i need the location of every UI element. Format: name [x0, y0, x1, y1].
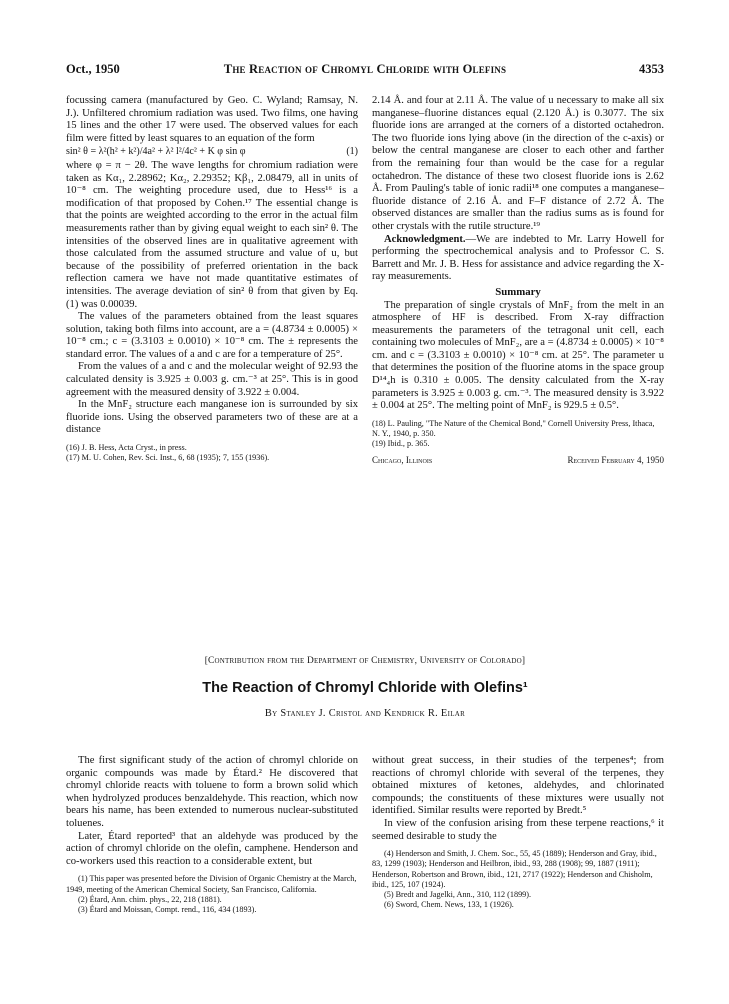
paragraph: where φ = π − 2θ. The wave lengths for chromium radiation were taken as Kα₁, 2.28962; Kα₂, 2.29352; Kβ₁, 2.08479, all in units of 10⁻⁸ cm. The weighting procedure used, due to Hess¹⁶ is a modification of that proposed by Cohen.¹⁷ The essential change is that the points are weighted according to the error in the actual film measurements rather than by giving equal weight to each sin² θ. The intensities of the observed lines are in qualitative agreement with those calculated from the assumed structure and value of u, but because of the possibility of preferred orientation in the back reflection camera we have not made quantitative estimates of intensities. The average deviation of sin² θ from that given by Eq. (1) was 0.00039. — [66, 159, 358, 310]
acknowledgment-text: —We are indebted to Mr. Larry Howell for performing the spectrochemical analysis and to Professor C. S. Barrett and Mr. J. B. Hess for assistance and advice regarding the X-ray measurements. — [372, 233, 664, 283]
footnotes — [372, 849, 664, 910]
received-date: Received February 4, 1950 — [567, 455, 664, 466]
signature-line — [372, 454, 664, 466]
footnotes — [66, 443, 358, 463]
paragraph: The first significant study of the action of chromyl chloride on organic compounds was made by Étard.² He discovered that chromyl chloride reacts with toluene to form a brown solid which when hydrolyzed produces benzaldehyde. This reaction, which now bears his name, has been extended to numerous nuclear-substituted toluenes. — [66, 755, 358, 829]
acknowledgment-label: Acknowledgment. — [384, 233, 466, 245]
footnote: (1) This paper was presented before the Division of Organic Chemistry at the March, 1949, meeting of the American Chemical Society, San Francisco, California. — [66, 874, 357, 894]
footnotes — [66, 874, 358, 915]
acknowledgment — [372, 234, 664, 284]
article-title: The Reaction of Chromyl Chloride with Olefins¹ — [202, 680, 528, 696]
previous-article-left-column — [66, 95, 358, 463]
previous-article-right-column — [372, 95, 664, 466]
footnote: (17) M. U. Cohen, Rev. Sci. Inst., 6, 68 (1935); 7, 155 (1936). — [66, 453, 270, 463]
summary-heading: Summary — [495, 285, 541, 298]
article-left-column — [66, 755, 358, 915]
paragraph: The values of the parameters obtained from the least squares solution, taking both films into account, are a = (4.8734 ± 0.0005) × 10⁻⁸ cm.; c = (3.3103 ± 0.0010) × 10⁻⁸ cm. The ± represents the standard error. The values of a and c are for a temperature of 25°. — [66, 311, 358, 360]
article-right-column — [372, 755, 664, 910]
paragraph: Later, Étard reported³ that an aldehyde was produced by the action of chromyl chloride on the olefin, camphene. Henderson and co-workers used this reaction to a considerable extent, but — [66, 830, 358, 867]
footnote: (19) Ibid., p. 365. — [372, 439, 430, 449]
paragraph: 2.14 Å. and four at 2.11 Å. The value of u necessary to make all six manganese–fluorine distances equal (2.120 Å.) is 0.3077. The six fluoride ions are arranged at the corners of a distorted octahedron. The two fluoride ions lying above (in the direction of the c-axis) or below the central manganese are closer to each other and farther from the remaining four than would be the case for a regular octahedron. The distance of these two closest fluoride ions is 2.62 Å. From Pauling's table of ionic radii¹⁸ one computes a manganese–fluoride distance of 2.16 Å. and F–F distance of 2.72 Å. The observed distances are smaller than the radius sums as is found for other crystals with the rutile structure.¹⁹ — [372, 95, 664, 232]
article-authors: By Stanley J. Cristol and Kendrick R. Eilar — [264, 708, 466, 719]
footnote: (4) Henderson and Smith, J. Chem. Soc., 55, 45 (1889); Henderson and Gray, ibid., 83, 1299 (1903); Henderson and Heilbron, ibid., 93, 288 (1908); 99, 1887 (1911); Henderson, Robertson and Brown, ibid., 121, 2717 (1922); Henderson and Chisholm, ibid., 125, 107 (1924). — [372, 849, 657, 889]
issue-date: Oct., 1950 — [66, 62, 120, 76]
paragraph: In view of the confusion arising from these terpene reactions,⁶ it seemed desirable to study the — [372, 817, 664, 842]
paragraph: From the values of a and c and the molecular weight of 92.93 the calculated density is 3.925 ± 0.003 g. cm.⁻³ at 25°. This is in good agreement with the measured density of 3.922 ± 0.004. — [66, 361, 358, 398]
equation-number: (1) — [346, 146, 358, 158]
paragraph: focussing camera (manufactured by Geo. C. Wyland; Ramsay, N. J.). Unfiltered chromium radiation was used. Two films, one having 15 lines and the other 17 were used. The observed values for each film were fitted by least squares to an equation of the form — [66, 95, 358, 144]
running-header — [66, 62, 664, 78]
footnote: (18) L. Pauling, "The Nature of the Chemical Bond," Cornell University Press, Ithaca, N. Y., 1940, p. 350. — [372, 418, 655, 439]
footnote: (6) Sword, Chem. News, 133, 1 (1926). — [384, 900, 514, 910]
contribution-line: [Contribution from the Department of Chemistry, University of Colorado] — [204, 656, 526, 666]
affiliation-city: Chicago, Illinois — [372, 455, 433, 466]
footnote: (5) Bredt and Jagelki, Ann., 310, 112 (1899). — [384, 889, 532, 899]
running-title: The Reaction of Chromyl Chloride with Olefins — [223, 62, 507, 76]
paragraph: without great success, in their studies of the terpenes⁴; from reactions of chromyl chloride with several of the terpenes, they obtained mixtures of ketones, aldehydes, and chlorinated compounds; the constituents of these mixtures were usually not identified. Similar results were reported by Bredt.⁵ — [372, 755, 664, 817]
equation-1 — [66, 146, 358, 159]
summary-text: The preparation of single crystals of MnF₂ from the melt in an atmosphere of HF is described. From X-ray diffraction measurements the parameters of the tetragonal unit cell, each containing two molecules of MnF₂, are a = (4.8734 ± 0.0005) × 10⁻⁸ cm. and c = (3.3103 ± 0.0010) × 10⁻⁸ cm. at 25°. The parameter u that determines the position of the fluorine atoms in the space group D¹⁴₄h is 0.310 ± 0.005. The density calculated from the X-ray parameters is 3.925 ± 0.003 g. cm.⁻³. The measured density is 3.922 ± 0.004 at 25°. The melting point of MnF₂ is 929.5 ± 0.5°. — [372, 299, 664, 412]
footnote: (3) Étard and Moissan, Compt. rend., 116, 434 (1893). — [78, 904, 257, 914]
footnote: (16) J. B. Hess, Acta Cryst., in press. — [66, 443, 187, 453]
paragraph: In the MnF₂ structure each manganese ion is surrounded by six fluoride ions. Using the observed parameters two of these are at a distance — [66, 399, 358, 436]
footnotes — [372, 419, 664, 450]
equation-text: sin² θ = λ²(h² + k²)/4a² + λ² l²/4c² + K φ sin φ — [66, 146, 246, 158]
page-number: 4353 — [639, 62, 664, 76]
footnote: (2) Étard, Ann. chim. phys., 22, 218 (1881). — [78, 894, 222, 904]
